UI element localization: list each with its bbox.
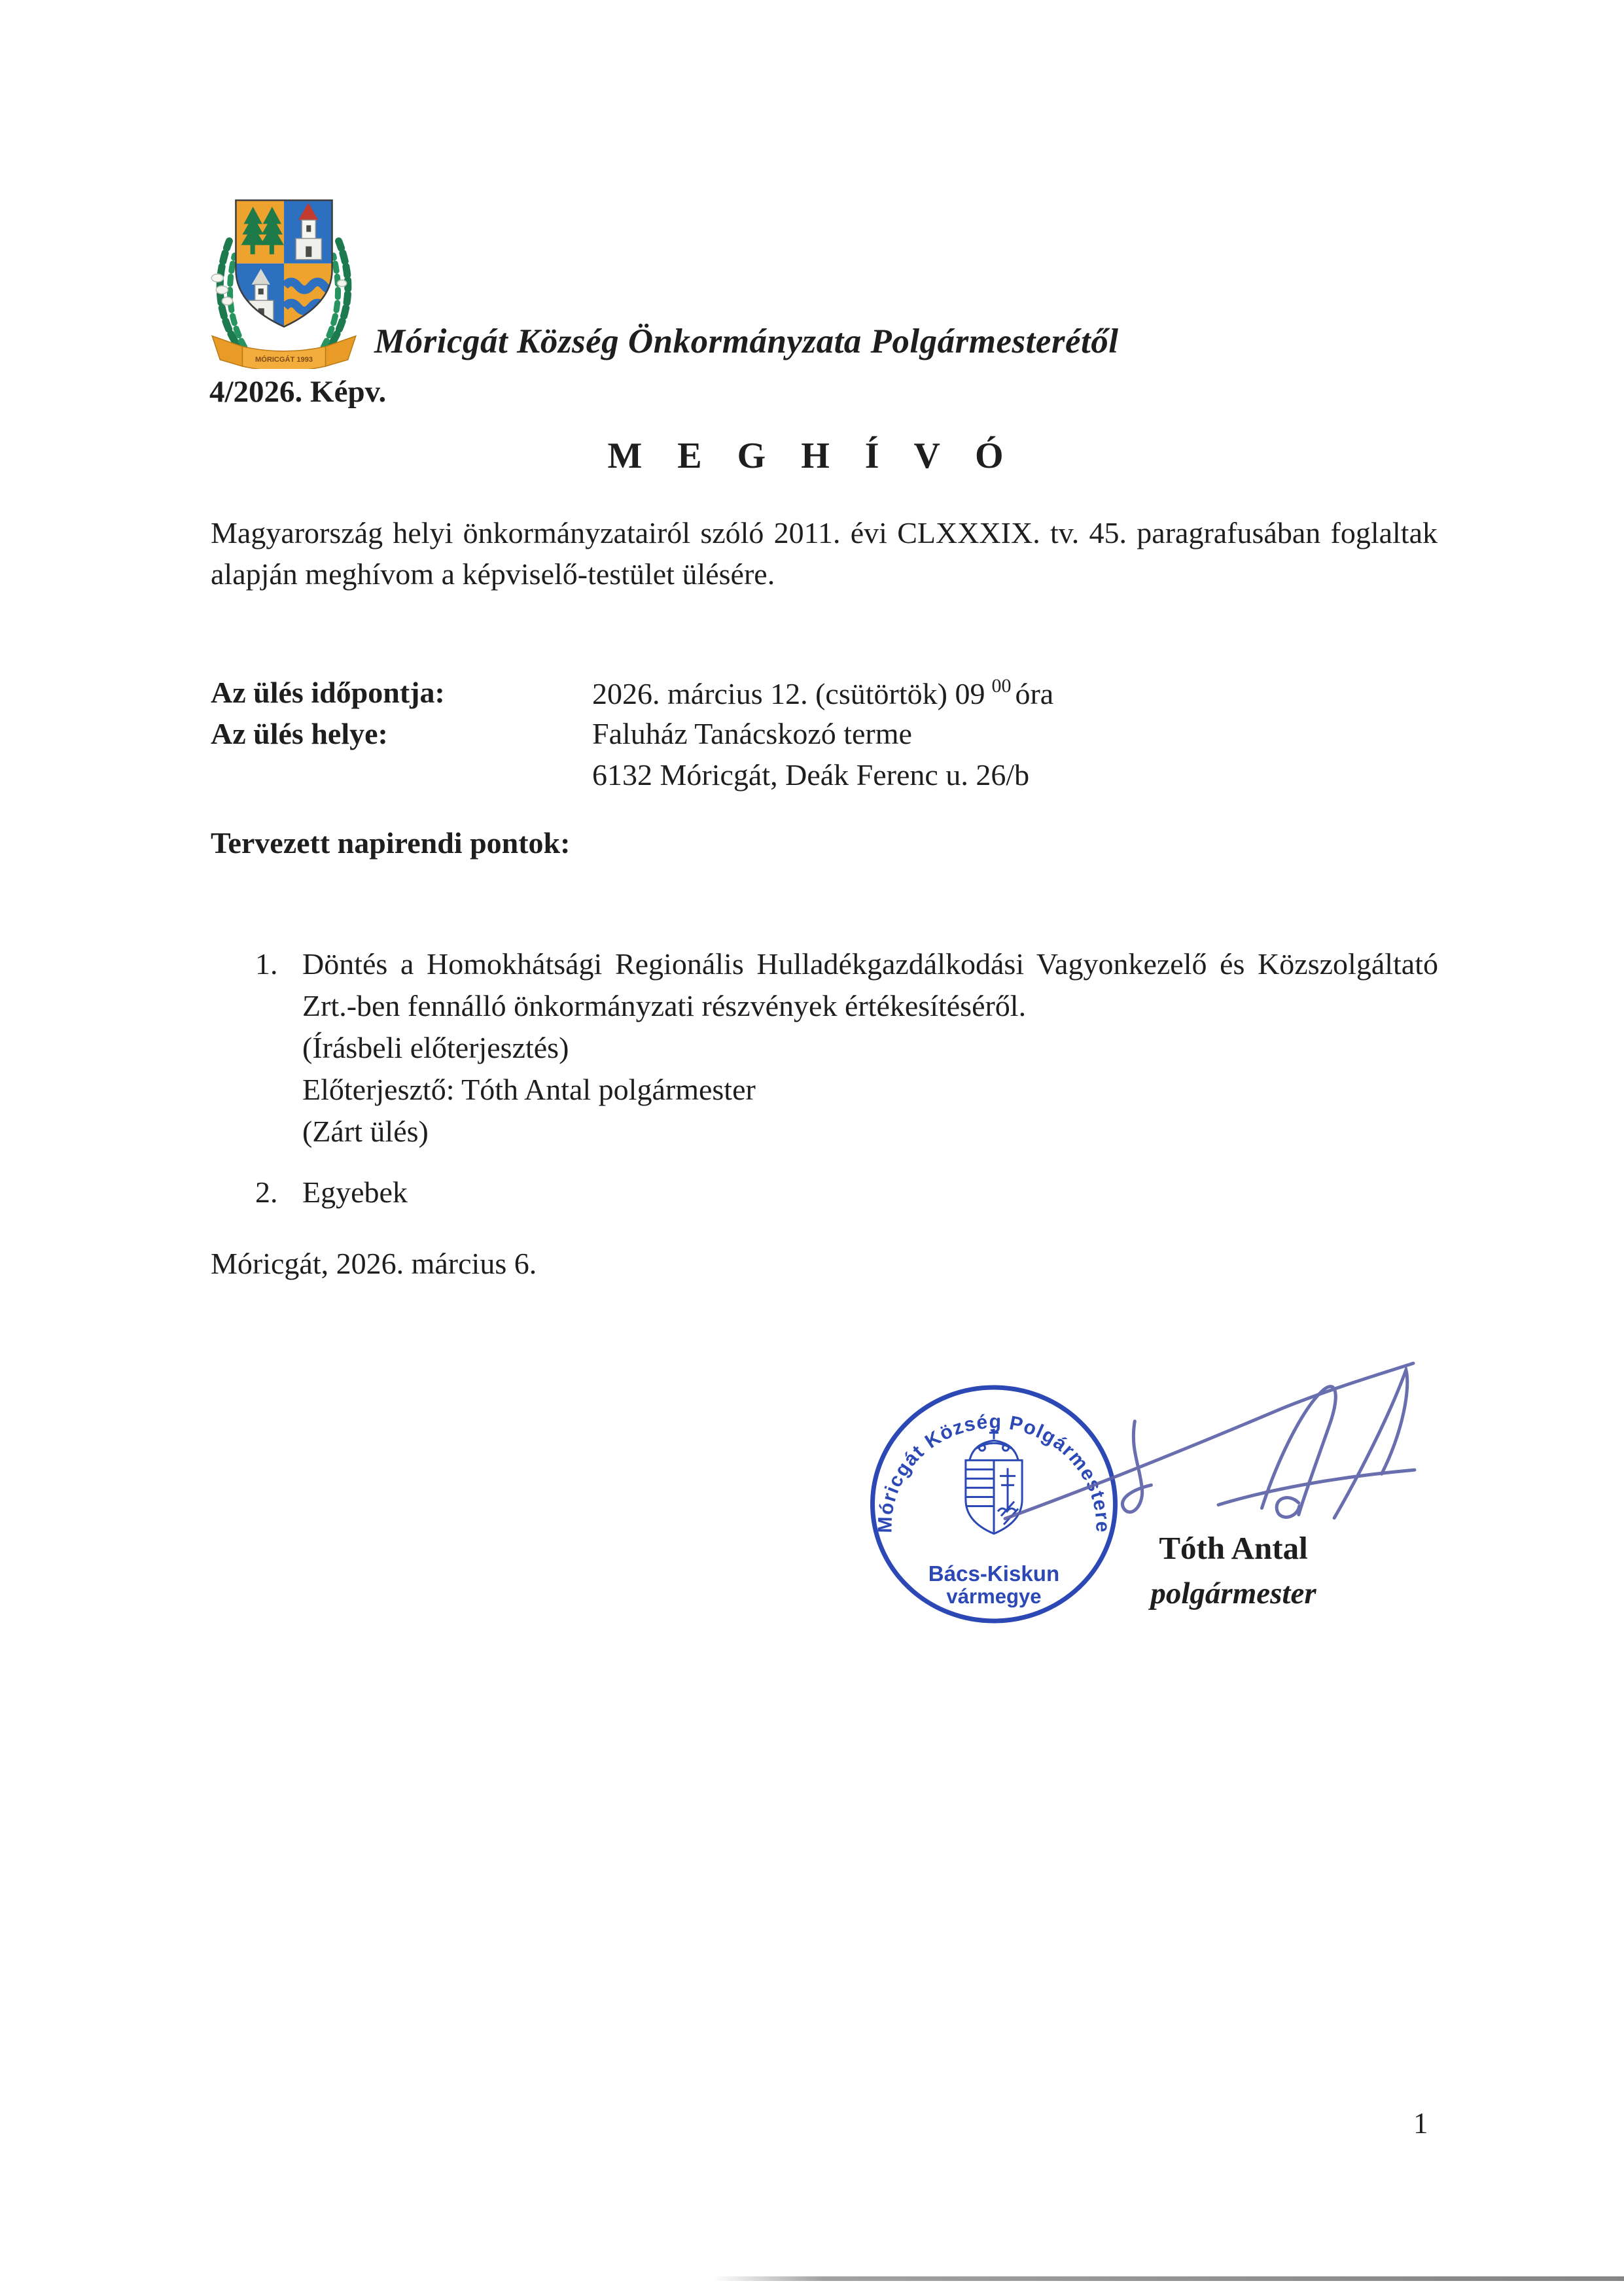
agenda-note: Előterjesztő: Tóth Antal polgármester — [302, 1073, 756, 1106]
agenda-note: (Zárt ülés) — [302, 1115, 429, 1148]
agenda-item-number: 1. — [255, 947, 278, 981]
agenda-item-body — [302, 1172, 1438, 1213]
agenda-item-text: Egyebek — [302, 1175, 408, 1209]
signature-ink — [1000, 1349, 1421, 1559]
meeting-place-label: Az ülés helye: — [211, 717, 388, 750]
meeting-time-tail: óra — [1015, 677, 1054, 710]
coat-of-arms-graphic — [202, 191, 366, 369]
page-number: 1 — [1413, 2107, 1428, 2140]
agenda-heading: Tervezett napirendi pontok: — [211, 826, 571, 860]
meeting-time-value — [592, 675, 1053, 711]
signature-graphic — [1000, 1349, 1421, 1559]
stamp-county-line2: vármegye — [946, 1584, 1042, 1608]
meeting-time-main: 2026. március 12. (csütörtök) 09 — [592, 677, 985, 710]
agenda-item-body — [302, 943, 1438, 1153]
agenda-item-number: 2. — [255, 1175, 278, 1209]
ribbon-text: MÓRICGÁT 1993 — [255, 355, 313, 364]
agenda-item-2 — [255, 1172, 1438, 1213]
stamp-county-line1: Bács-Kiskun — [928, 1561, 1060, 1586]
meeting-place-line1: Faluház Tanácskozó terme — [592, 717, 912, 750]
agenda-note: (Írásbeli előterjesztés) — [302, 1031, 569, 1064]
coat-of-arms-logo — [202, 191, 366, 369]
shield — [236, 200, 334, 329]
dateline: Móricgát, 2026. március 6. — [211, 1247, 537, 1280]
stamp-arc-text: Móricgát Község Polgármestere — [874, 1411, 1114, 1533]
ref-number: 4/2026. Képv. — [209, 375, 387, 409]
scan-artifact-line — [713, 2276, 1624, 2281]
intro-paragraph: Magyarország helyi önkormányzatairól szóló 2011. évi CLXXXIX. tv. 45. paragrafusában foglaltak alapján meghívom a képviselő-testület ülésére. — [211, 516, 1438, 591]
doc-title: M E G H Í V Ó — [607, 436, 1017, 476]
meeting-time-label: Az ülés időpontja: — [211, 676, 445, 709]
org-title: Móricgát Község Önkormányzata Polgármesterétől — [374, 322, 1119, 360]
meeting-place-line2: 6132 Móricgát, Deák Ferenc u. 26/b — [592, 758, 1030, 791]
agenda-item-1 — [255, 943, 1438, 1153]
meeting-time-superscript: 00 — [991, 675, 1012, 697]
signer-role: polgármester — [1150, 1576, 1316, 1610]
agenda-item-text: Döntés a Homokhátsági Regionális Hulladékgazdálkodási Vagyonkezelő és Közszolgáltató Zrt.-ben fennálló önkormányzati részvények értékesítéséről. — [302, 947, 1438, 1022]
signer-name: Tóth Antal — [1159, 1530, 1308, 1566]
